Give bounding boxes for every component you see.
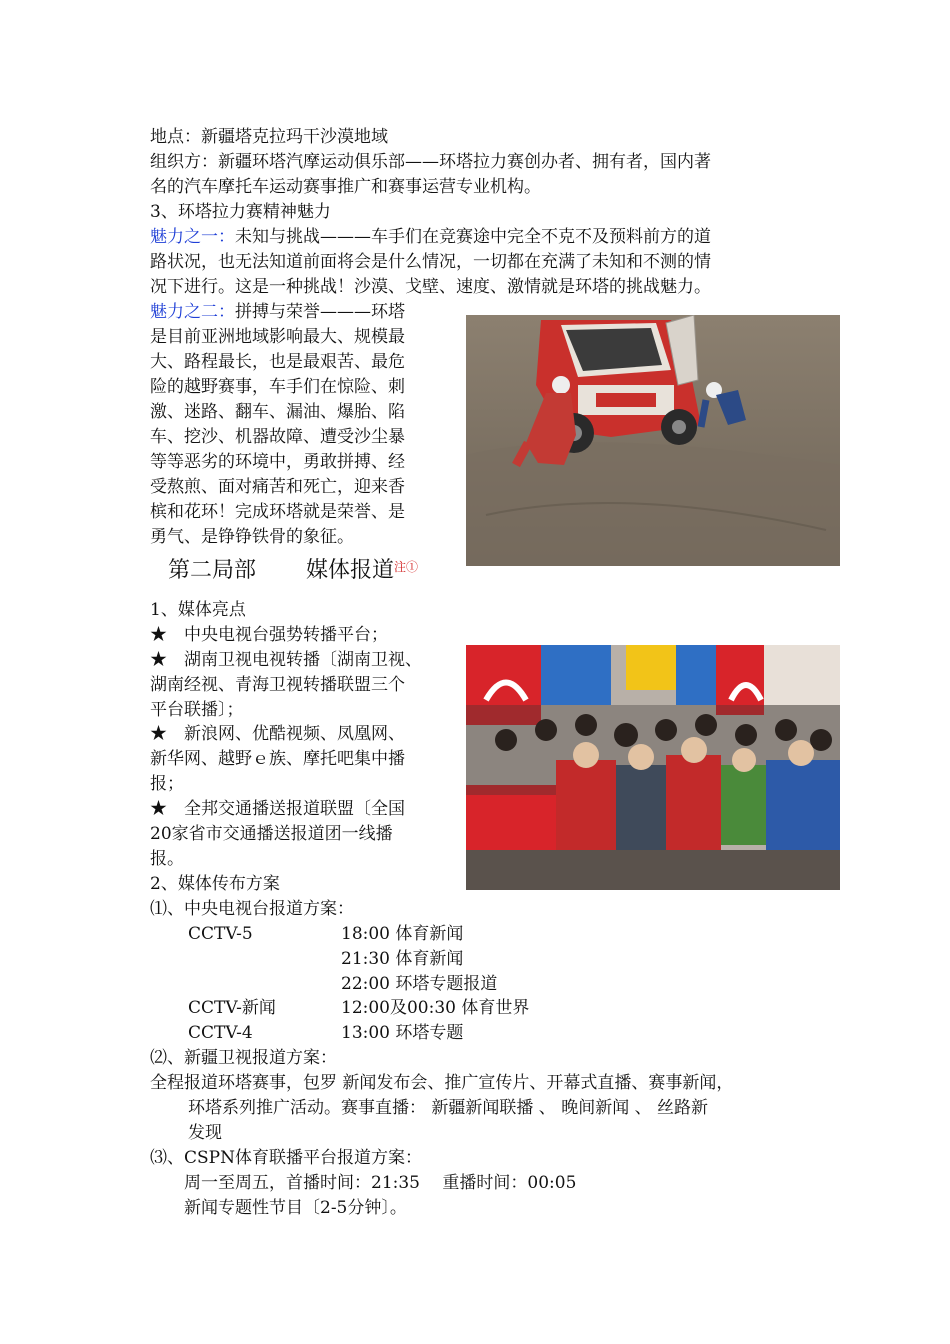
- media-item-2-line-1: ★ 湖南卫视电视转播〔湖南卫视、: [150, 650, 422, 670]
- charm2-line-10: 勇气、是铮铮铁骨的象征。: [150, 527, 354, 547]
- cctv-row-slot: 21:30 体育新闻: [341, 949, 464, 969]
- charm2-line-4: 险的越野赛事，车手们在惊险、刺: [150, 377, 405, 397]
- cspn-line-1: 周一至周五，首播时间：21:35 重播时间：00:05: [184, 1173, 577, 1193]
- cctv-plan-title: ⑴、中央电视台报道方案：: [150, 899, 354, 919]
- cctv-row-channel: CCTV-新闻: [188, 998, 276, 1018]
- xinjiang-line-3: 发现: [188, 1123, 222, 1143]
- charm2-line-2: 是目前亚洲地域影响最大、规模最: [150, 327, 405, 347]
- organizer-line-1: 组织方：新疆环塔汽摩运动俱乐部——环塔拉力赛创办者、拥有者，国内著: [150, 152, 711, 172]
- media-highlights-heading: 1、媒体亮点: [150, 600, 246, 620]
- media-item-2-line-2: 湖南经视、青海卫视转播联盟三个: [150, 675, 405, 695]
- charm2-line-7: 等等恶劣的环境中，勇敢拼搏、经: [150, 452, 405, 472]
- part2-title-a: 第二局部: [168, 558, 257, 583]
- rally-car-photo: [466, 315, 840, 566]
- section3-heading: 3、环塔拉力赛精神魅力: [150, 202, 331, 222]
- xinjiang-plan-title: ⑵、新疆卫视报道方案：: [150, 1048, 337, 1068]
- charm1-line-1: [150, 225, 711, 249]
- cctv-row-slot: 13:00 环塔专题: [341, 1023, 464, 1043]
- charm1-line-3: 况下进行。这是一种挑战！沙漠、戈壁、速度、激情就是环塔的挑战魅力。: [150, 277, 711, 297]
- part2-heading: [168, 556, 418, 586]
- charm2-line-5: 激、迷路、翻车、漏油、爆胎、陷: [150, 402, 405, 422]
- cspn-plan-title: ⑶、CSPN体育联播平台报道方案：: [150, 1148, 422, 1168]
- media-item-4-line-2: 20家省市交通播送报道团一线播: [150, 824, 393, 844]
- media-item-2-line-3: 平台联播〕；: [150, 700, 244, 720]
- footnote-marker: 注①: [394, 560, 419, 574]
- charm1-line-2: 路状况，也无法知道前面将会是什么情况，一切都在充满了未知和不测的情: [150, 252, 711, 272]
- media-plan-heading: 2、媒体传布方案: [150, 874, 280, 894]
- charm2-line-1: [150, 300, 405, 324]
- part2-title-b: 媒体报道: [306, 558, 395, 583]
- charm2-label: 魅力之二：: [150, 302, 235, 322]
- cctv-row-channel: CCTV-5: [188, 924, 253, 944]
- xinjiang-line-1: 全程报道环塔赛事，包罗 新闻发布会、推广宣传片、开幕式直播、赛事新闻，: [150, 1073, 734, 1093]
- charm2-text-1: 拼搏与荣誉———环塔: [235, 302, 405, 322]
- organizer-line-2: 名的汽车摩托车运动赛事推广和赛事运营专业机构。: [150, 177, 541, 197]
- media-item-3-line-3: 报；: [150, 774, 184, 794]
- media-photo: [466, 645, 840, 890]
- xinjiang-line-2: 环塔系列推广活动。赛事直播： 新疆新闻联播 、 晚间新闻 、 丝路新: [188, 1098, 709, 1118]
- location-line: 地点：新疆塔克拉玛干沙漠地域: [150, 127, 388, 147]
- cctv-row-channel: CCTV-4: [188, 1023, 253, 1043]
- media-item-3-line-1: ★ 新浪网、优酷视频、凤凰网、: [150, 724, 405, 744]
- charm2-line-3: 大、路程最长，也是最艰苦、最危: [150, 352, 405, 372]
- charm2-line-8: 受熬煎、面对痛苦和死亡，迎来香: [150, 477, 405, 497]
- media-item-4-line-1: ★ 全邦交通播送报道联盟〔全国: [150, 799, 405, 819]
- charm2-line-6: 车、挖沙、机器故障、遭受沙尘暴: [150, 427, 405, 447]
- cctv-row-slot: 12:00及00:30 体育世界: [341, 998, 530, 1018]
- charm2-line-9: 槟和花环！完成环塔就是荣誉、是: [150, 502, 405, 522]
- charm1-label: 魅力之一：: [150, 227, 235, 247]
- media-item-4-line-3: 报。: [150, 849, 184, 869]
- charm1-text-1: 未知与挑战———车手们在竞赛途中完全不克不及预料前方的道: [235, 227, 711, 247]
- cspn-line-2: 新闻专题性节目〔2-5分钟〕。: [184, 1198, 407, 1218]
- cctv-row-slot: 22:00 环塔专题报道: [341, 974, 498, 994]
- media-item-3-line-2: 新华网、越野ｅ族、摩托吧集中播: [150, 749, 405, 769]
- media-item-1: ★ 中央电视台强势转播平台；: [150, 625, 388, 645]
- cctv-row-slot: 18:00 体育新闻: [341, 924, 464, 944]
